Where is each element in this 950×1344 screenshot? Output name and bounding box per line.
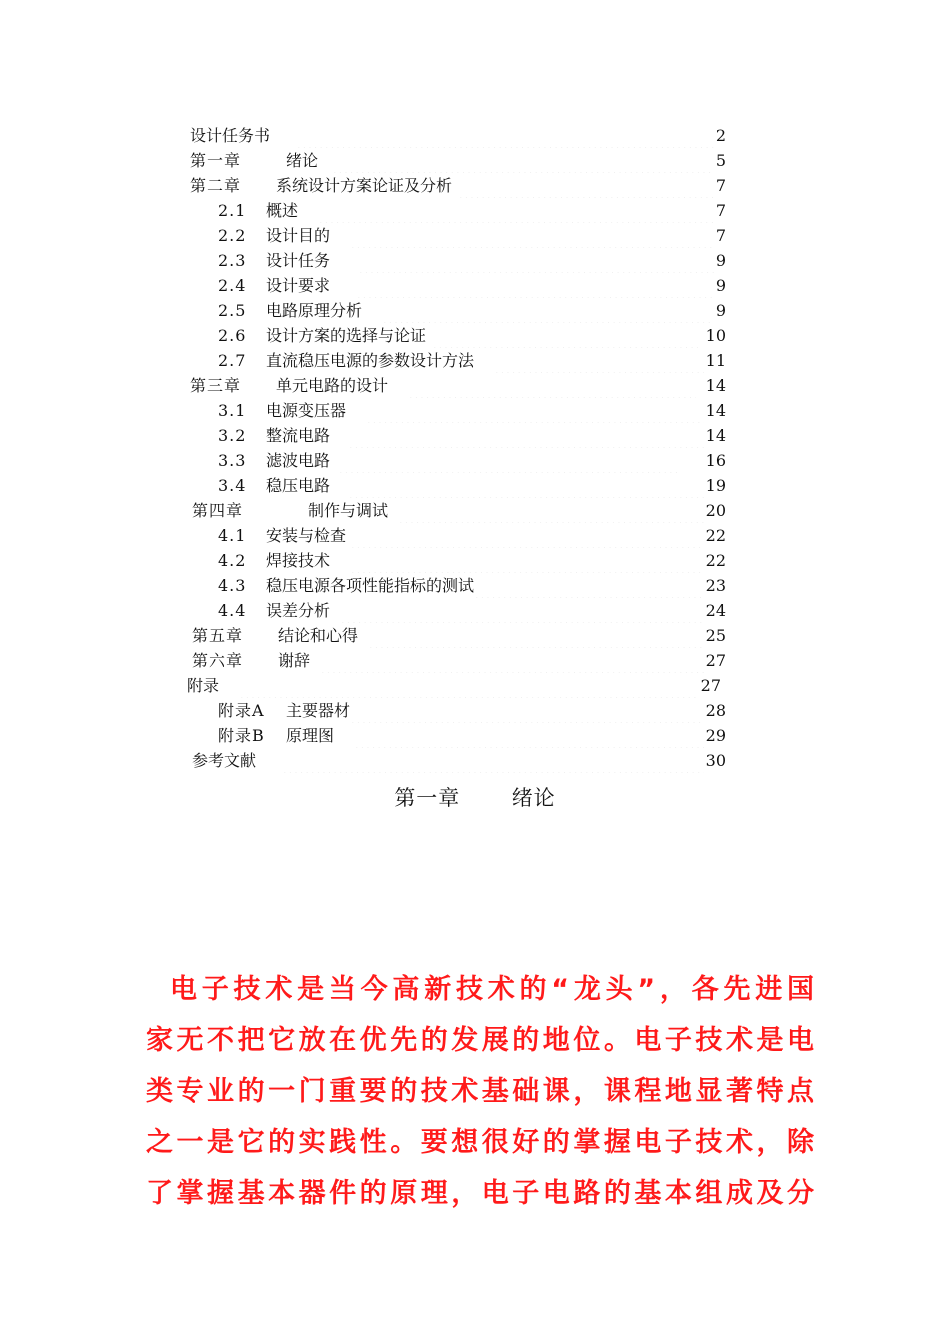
toc-entry-title: 安装与检查 bbox=[266, 526, 347, 545]
toc-leader-dots bbox=[458, 174, 714, 198]
toc-entry[interactable] bbox=[187, 674, 721, 698]
toc-entry-page: 23 bbox=[705, 576, 726, 595]
toc-entry-number: 2.6 bbox=[218, 326, 247, 345]
toc-entry-title: 结论和心得 bbox=[278, 626, 359, 645]
toc-leader-dots bbox=[350, 224, 714, 248]
toc-entry-title: 系统设计方案论证及分析 bbox=[276, 176, 453, 195]
toc-leader-dots bbox=[350, 549, 704, 573]
toc-leader-dots bbox=[398, 499, 704, 523]
toc-entry-number: 2.2 bbox=[218, 226, 247, 245]
toc-entry-page: 7 bbox=[715, 201, 726, 220]
toc-entry[interactable] bbox=[190, 149, 726, 173]
toc-entry-page: 9 bbox=[715, 301, 726, 320]
toc-leader-dots bbox=[348, 474, 704, 498]
toc-entry-number: 4.1 bbox=[218, 526, 247, 545]
toc-leader-dots bbox=[358, 249, 714, 273]
toc-entry[interactable] bbox=[218, 224, 726, 248]
toc-entry-number: 第三章 bbox=[190, 376, 242, 395]
toc-leader-dots bbox=[320, 649, 704, 673]
toc-entry-title: 设计目的 bbox=[266, 226, 331, 245]
body-paragraph bbox=[146, 964, 814, 1219]
toc-entry-title: 电源变压器 bbox=[266, 401, 347, 420]
chapter-heading-title: 绪论 bbox=[511, 786, 556, 810]
toc-entry-page: 9 bbox=[715, 251, 726, 270]
toc-entry[interactable] bbox=[218, 299, 726, 323]
toc-entry[interactable] bbox=[192, 624, 726, 648]
toc-leader-dots bbox=[282, 749, 704, 773]
toc-entry-page: 14 bbox=[705, 401, 726, 420]
toc-entry[interactable] bbox=[218, 474, 726, 498]
toc-entry-page: 30 bbox=[705, 751, 726, 770]
toc-entry-number: 第一章 bbox=[190, 151, 242, 170]
toc-entry-page: 29 bbox=[705, 726, 726, 745]
toc-entry-title: 主要器材 bbox=[286, 701, 351, 720]
toc-entry-number: 4.4 bbox=[218, 601, 247, 620]
toc-leader-dots bbox=[366, 399, 704, 423]
toc-entry-number: 4.3 bbox=[218, 576, 247, 595]
toc-entry-number: 2.5 bbox=[218, 301, 247, 320]
chapter-heading bbox=[0, 782, 950, 812]
toc-entry-title: 设计要求 bbox=[266, 276, 331, 295]
toc-entry-number: 附录B bbox=[218, 726, 265, 745]
toc-entry-page: 14 bbox=[705, 376, 726, 395]
toc-entry[interactable] bbox=[192, 749, 726, 773]
toc-entry[interactable] bbox=[218, 699, 726, 723]
toc-entry-page: 14 bbox=[705, 426, 726, 445]
body-line: 之一是它的实践性。要想很好的掌握电子技术，除 bbox=[146, 1127, 814, 1158]
toc-entry-number: 第四章 bbox=[192, 501, 244, 520]
toc-entry-page: 24 bbox=[705, 601, 726, 620]
toc-leader-dots bbox=[350, 524, 704, 548]
toc-leader-dots bbox=[350, 699, 704, 723]
toc-entry-number: 第五章 bbox=[192, 626, 244, 645]
toc-leader-dots bbox=[368, 624, 704, 648]
toc-entry[interactable] bbox=[218, 249, 726, 273]
toc-entry-number: 第六章 bbox=[192, 651, 244, 670]
toc-entry-page: 27 bbox=[705, 651, 726, 670]
toc-entry-title: 参考文献 bbox=[192, 751, 257, 770]
toc-entry-page: 25 bbox=[705, 626, 726, 645]
toc-entry-title: 原理图 bbox=[286, 726, 335, 745]
toc-leader-dots bbox=[239, 674, 699, 698]
toc-leader-dots bbox=[348, 424, 704, 448]
chapter-heading-number: 第一章 bbox=[394, 786, 461, 810]
toc-entry[interactable] bbox=[218, 574, 726, 598]
toc-entry-page: 20 bbox=[705, 501, 726, 520]
toc-entry[interactable] bbox=[218, 549, 726, 573]
toc-entry-page: 27 bbox=[700, 676, 721, 695]
toc-entry-title: 谢辞 bbox=[278, 651, 311, 670]
toc-entry[interactable] bbox=[192, 499, 726, 523]
toc-entry-title: 焊接技术 bbox=[266, 551, 331, 570]
toc-entry-page: 9 bbox=[715, 276, 726, 295]
toc-entry[interactable] bbox=[192, 649, 726, 673]
toc-entry-page: 7 bbox=[715, 176, 726, 195]
toc-leader-dots bbox=[296, 124, 714, 148]
body-line: 类专业的一门重要的技术基础课，课程地显著特点 bbox=[146, 1076, 814, 1107]
toc-entry-title: 设计任务书 bbox=[190, 126, 271, 145]
toc-leader-dots bbox=[408, 374, 696, 398]
toc-entry-title: 附录 bbox=[187, 676, 220, 695]
toc-entry-number: 第二章 bbox=[190, 176, 242, 195]
toc-leader-dots bbox=[356, 274, 714, 298]
toc-entry-title: 设计任务 bbox=[266, 251, 331, 270]
toc-entry-title: 制作与调试 bbox=[308, 501, 389, 520]
toc-leader-dots bbox=[494, 349, 704, 373]
toc-entry[interactable] bbox=[190, 374, 726, 398]
toc-entry[interactable] bbox=[218, 324, 726, 348]
toc-entry[interactable] bbox=[190, 174, 726, 198]
toc-entry[interactable] bbox=[218, 274, 726, 298]
body-line: 了掌握基本器件的原理，电子电路的基本组成及分 bbox=[146, 1178, 814, 1209]
toc-entry-number: 2.7 bbox=[218, 351, 247, 370]
toc-entry-number: 2.1 bbox=[218, 201, 247, 220]
toc-entry-page: 11 bbox=[705, 351, 726, 370]
body-line: 家无不把它放在优先的发展的地位。电子技术是电 bbox=[146, 1025, 814, 1056]
toc-entry[interactable] bbox=[218, 599, 726, 623]
toc-entry[interactable] bbox=[218, 349, 726, 373]
toc-entry-page: 22 bbox=[705, 526, 726, 545]
toc-entry-title: 单元电路的设计 bbox=[276, 376, 389, 395]
toc-entry-number: 3.3 bbox=[218, 451, 247, 470]
toc-entry-page: 19 bbox=[705, 476, 726, 495]
toc-entry-title: 误差分析 bbox=[266, 601, 331, 620]
toc-leader-dots bbox=[474, 574, 704, 598]
body-line: 电子技术是当今高新技术的“龙头”，各先进国 bbox=[170, 974, 814, 1005]
toc-entry-number: 3.1 bbox=[218, 401, 247, 420]
toc-leader-dots bbox=[432, 324, 698, 348]
toc-leader-dots bbox=[382, 299, 714, 323]
toc-entry[interactable] bbox=[190, 124, 726, 148]
toc-leader-dots bbox=[332, 149, 714, 173]
toc-entry-page: 7 bbox=[715, 226, 726, 245]
toc-entry-number: 3.4 bbox=[218, 476, 247, 495]
toc-leader-dots bbox=[340, 599, 704, 623]
toc-entry-title: 概述 bbox=[266, 201, 299, 220]
toc-entry-title: 滤波电路 bbox=[266, 451, 331, 470]
toc-entry[interactable] bbox=[218, 524, 726, 548]
toc-entry-page: 10 bbox=[705, 326, 726, 345]
toc-entry-page: 5 bbox=[715, 151, 726, 170]
toc-leader-dots bbox=[318, 199, 714, 223]
toc-entry-number: 3.2 bbox=[218, 426, 247, 445]
toc-entry-number: 2.3 bbox=[218, 251, 247, 270]
toc-entry[interactable] bbox=[218, 424, 726, 448]
toc-entry-page: 2 bbox=[715, 126, 726, 145]
toc-entry-number: 4.2 bbox=[218, 551, 247, 570]
toc-entry-title: 稳压电路 bbox=[266, 476, 331, 495]
toc-entry-title: 电路原理分析 bbox=[266, 301, 363, 320]
toc-entry-page: 22 bbox=[705, 551, 726, 570]
toc-entry[interactable] bbox=[218, 724, 726, 748]
toc-entry-number: 附录A bbox=[218, 701, 265, 720]
toc-entry-page: 28 bbox=[705, 701, 726, 720]
toc-entry-number: 2.4 bbox=[218, 276, 247, 295]
toc-entry[interactable] bbox=[218, 399, 726, 423]
toc-leader-dots bbox=[354, 724, 704, 748]
toc-entry-title: 绪论 bbox=[286, 151, 319, 170]
toc-entry[interactable] bbox=[218, 449, 726, 473]
toc-entry[interactable] bbox=[218, 199, 726, 223]
toc-entry-title: 设计方案的选择与论证 bbox=[266, 326, 427, 345]
toc-entry-page: 16 bbox=[705, 451, 726, 470]
toc-entry-title: 直流稳压电源的参数设计方法 bbox=[266, 351, 475, 370]
toc-leader-dots bbox=[338, 449, 678, 473]
toc-entry-title: 整流电路 bbox=[266, 426, 331, 445]
toc-entry-title: 稳压电源各项性能指标的测试 bbox=[266, 576, 475, 595]
